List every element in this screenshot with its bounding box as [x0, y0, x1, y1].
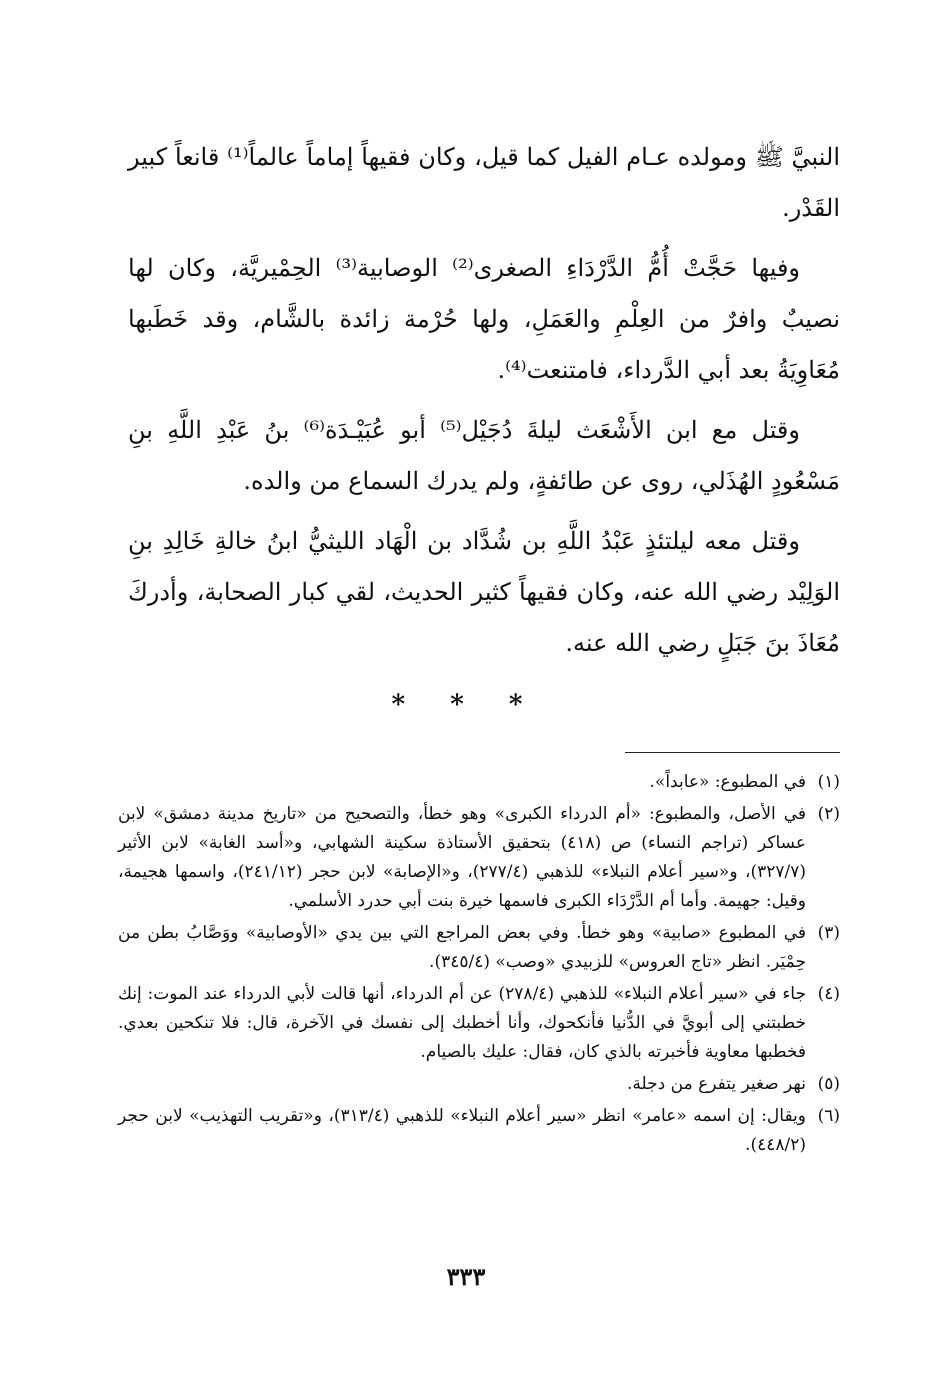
footnote-number: (٦): [817, 1106, 840, 1126]
footnote-1: [118, 768, 840, 797]
footnote-text: جاء في «سير أعلام النبلاء» للذهبي (٢٧٨/٤) عن أم الدرداء، أنها قالت لأبي الدرداء عند الموت: إنك خطبتني إلى أبويَّ في الدُّنيا فأنكحوك، وأنا أخطبك إلى نفسك في الآخرة، قال: فلا تنكحين بعدي. فخطبها معاوية فأخبرته بالذي كان، فقال: عليك بالصيام.: [118, 984, 806, 1062]
footnote-2: [118, 800, 840, 916]
footnote-3: [118, 919, 840, 977]
footnote-text: نهر صغير يتفرع من دجلة.: [627, 1074, 806, 1094]
section-separator: * * *: [391, 690, 541, 720]
paragraph-3: وقتل مع ابن الأَشْعَث ليلةَ دُجَيْل⁽⁵⁾ أبو عُبَيْـدَة⁽⁶⁾ بنُ عَبْدِ اللَّهِ بنِ مَسْعُودٍ الهُذَلي، روى عن طائفةٍ، ولم يدرك السماع من والده.: [128, 416, 840, 495]
footnote-number: (٢): [817, 804, 840, 824]
footnote-text: في المطبوع: «عابداً».: [649, 772, 806, 792]
page-number: ٣٣٣: [446, 1262, 486, 1291]
paragraph-4: وقتل معه ليلتئذٍ عَبْدُ اللَّهِ بن شُدَّاد بن الْهَاد الليثيُّ ابنُ خالةِ خَالِدِ بنِ الوَلِيْد رضي الله عنه، وكان فقيهاً كثير الحديث، لقي كبار الصحابة، وأدركَ مُعَاذَ بنَ جَبَلٍ رضي الله عنه.: [128, 527, 840, 657]
footnote-text: في المطبوع «صابية» وهو خطأ. وفي بعض المراجع التي بين يدي «الأوصابية» ووَصَّابُ بطن من حِمْيَر. انظر «تاج العروس» للزبيدي «وصب» (٣٤٥/٤).: [118, 923, 806, 972]
footnote-divider: [625, 752, 840, 753]
footnote-number: (٤): [817, 984, 840, 1004]
main-text: [128, 132, 840, 678]
footnote-6: [118, 1102, 840, 1160]
footnotes: [118, 768, 840, 1163]
paragraph-1: النبيَّ ﷺ ومولده عـام الفيل كما قيل، وكان فقيهاً إماماً عالماً⁽¹⁾ قانعاً كبير القَدْر.: [128, 143, 840, 222]
paragraph-2: وفيها حَجَّتْ أُمُّ الدَّرْدَاءِ الصغرى⁽²⁾ الوصابية⁽³⁾ الحِمْيريَّة، وكان لها نصيبٌ وافرٌ من العِلْمِ والعَمَلِ، ولها حُرْمة زائدة بالشَّام، وقد خَطَبها مُعَاوِيَةُ بعد أبي الدَّرداء، فامتنعت⁽⁴⁾.: [128, 254, 840, 384]
footnote-text: ويقال: إن اسمه «عامر» انظر «سير أعلام النبلاء» للذهبي (٣١٣/٤)، و«تقريب التهذيب» لابن حجر (٤٤٨/٢).: [118, 1106, 806, 1155]
footnote-text: في الأصل، والمطبوع: «أم الدرداء الكبرى» وهو خطأ، والتصحيح من «تاريخ مدينة دمشق» لابن عساكر (تراجم النساء) ص (٤١٨) بتحقيق الأستاذة سكينة الشهابي، و«أسد الغابة» لابن الأثير (٣٢٧/٧)، و«سير أعلام النبلاء» للذهبي (٢٧٧/٤)، و«الإصابة» لابن حجر (٢٤١/١٢)، واسمها هجيمة، وقيل: جهيمة. وأما أم الدَّرْدَاء الكبرى فاسمها خيرة بنت أبي حدرد الأسلمي.: [118, 804, 806, 911]
footnote-4: [118, 980, 840, 1067]
footnote-number: (٥): [817, 1074, 840, 1094]
footnote-number: (٣): [817, 923, 840, 943]
footnote-number: (١): [817, 772, 840, 792]
footnote-5: [118, 1070, 840, 1099]
